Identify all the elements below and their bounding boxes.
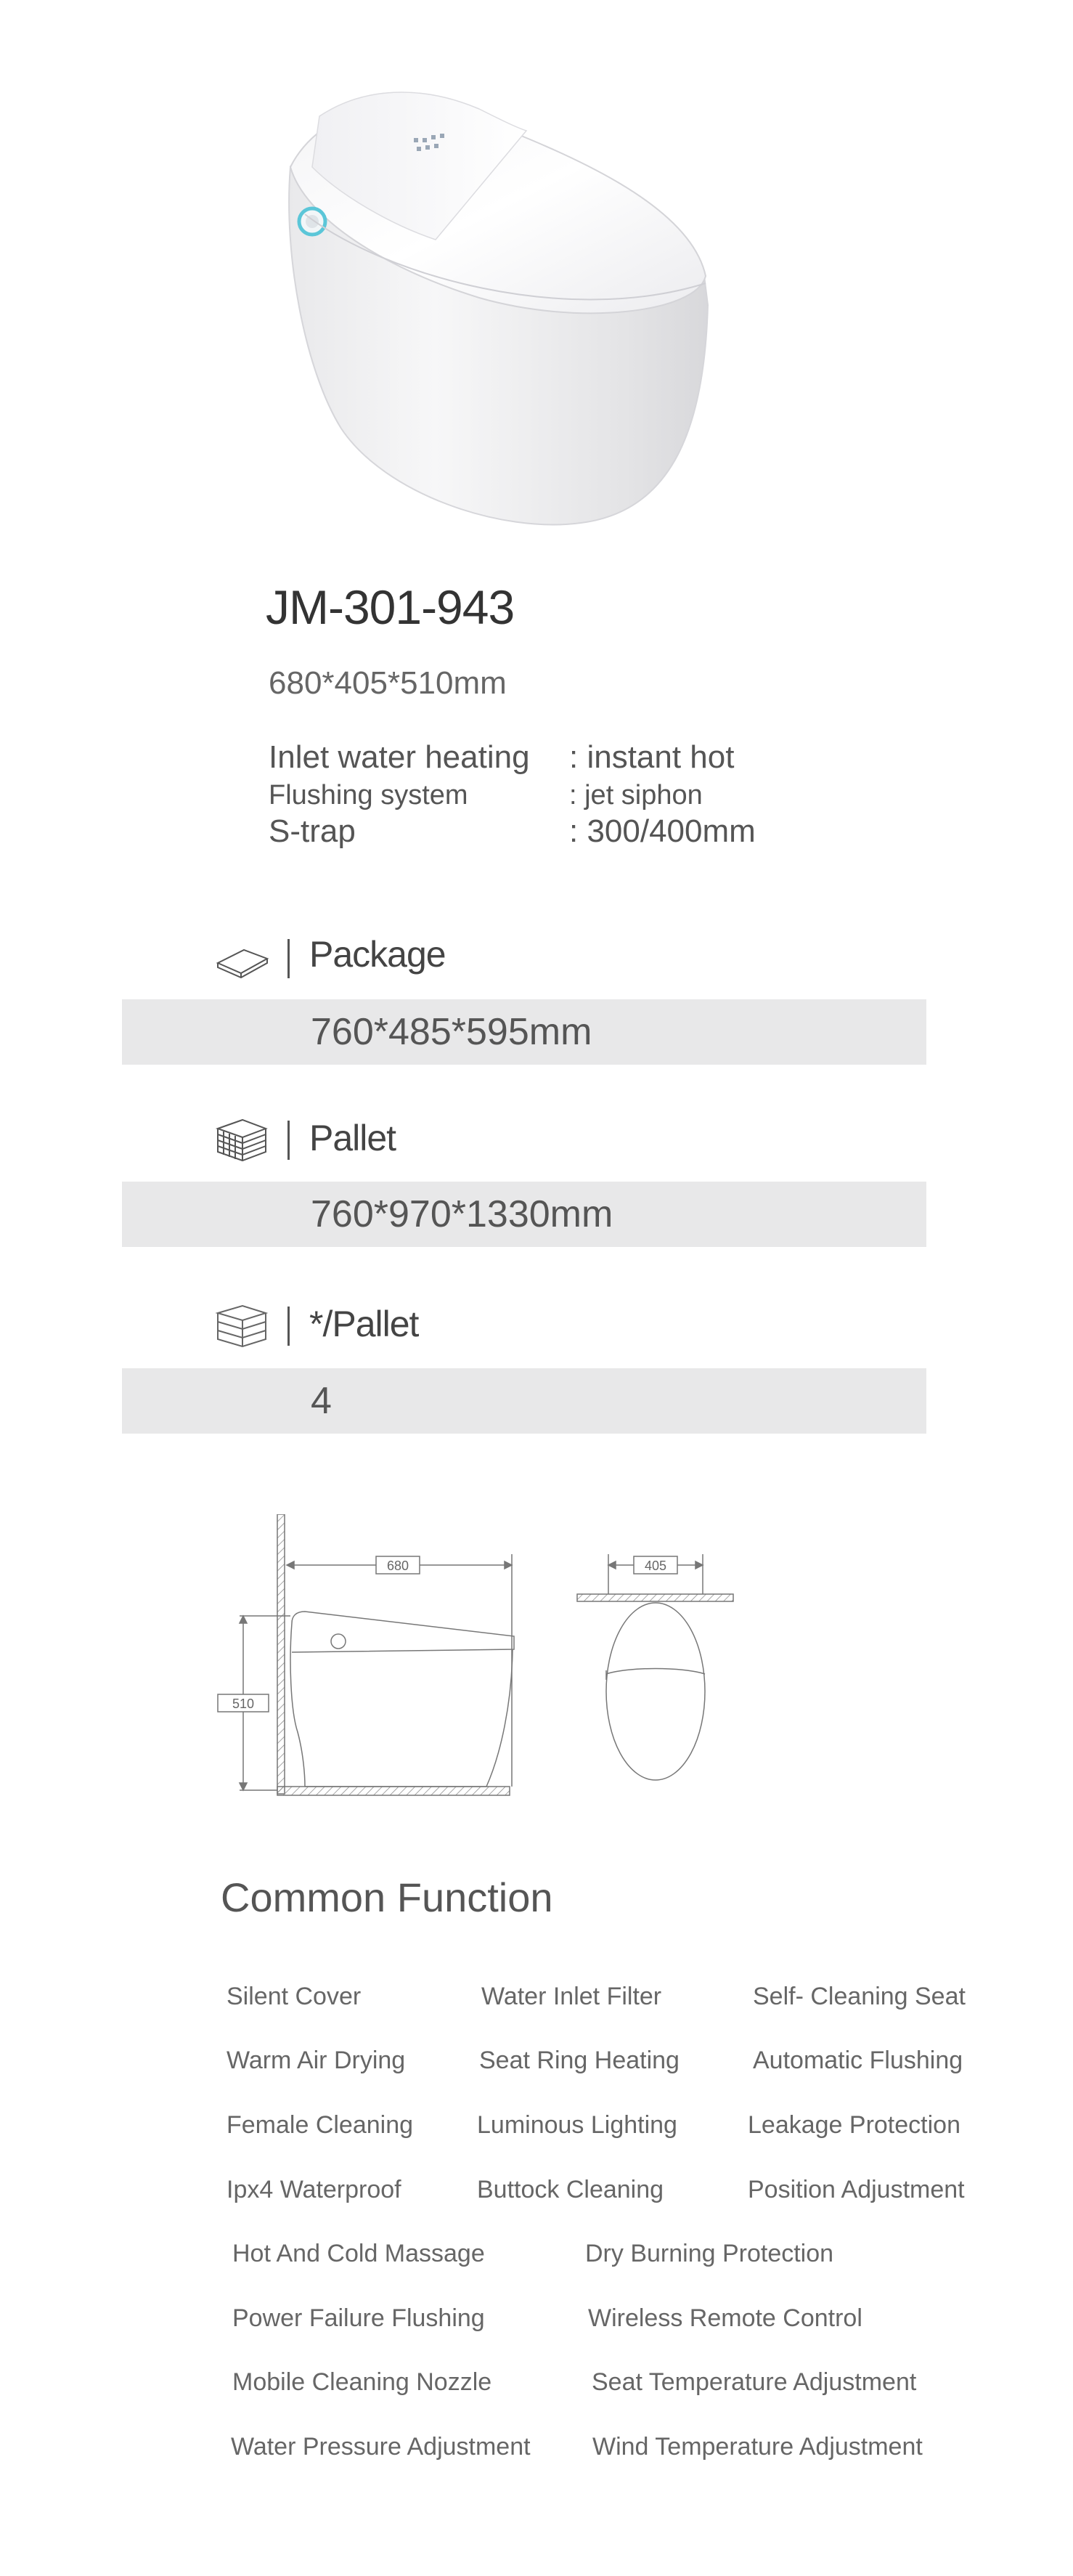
- function-item: Mobile Cleaning Nozzle: [232, 2368, 492, 2396]
- width-dimension-label: 680: [386, 1559, 409, 1573]
- per-pallet-bar: [122, 1368, 926, 1434]
- function-item: Hot And Cold Massage: [232, 2240, 485, 2267]
- function-item: Position Adjustment: [748, 2176, 965, 2203]
- function-item: Wind Temperature Adjustment: [592, 2433, 923, 2461]
- function-item: Power Failure Flushing: [232, 2304, 485, 2332]
- product-image: [261, 87, 726, 552]
- depth-dimension-label: 405: [644, 1559, 667, 1573]
- package-title: Package: [309, 934, 446, 975]
- spec-value: : 300/400mm: [569, 813, 756, 849]
- pallet-title: Pallet: [309, 1118, 396, 1158]
- pallet-value: 760*970*1330mm: [311, 1193, 613, 1235]
- functions-title: Common Function: [221, 1874, 553, 1920]
- function-item: Self- Cleaning Seat: [753, 1983, 966, 2010]
- package-bar: [122, 999, 926, 1065]
- function-item: Silent Cover: [227, 1983, 362, 2010]
- function-item: Ipx4 Waterproof: [227, 2176, 401, 2203]
- function-item: Luminous Lighting: [477, 2111, 677, 2139]
- function-item: Dry Burning Protection: [585, 2240, 834, 2267]
- function-item: Wireless Remote Control: [588, 2304, 862, 2332]
- function-item: Warm Air Drying: [227, 2047, 406, 2074]
- per-pallet-value: 4: [311, 1380, 332, 1422]
- function-item: Seat Ring Heating: [479, 2047, 680, 2074]
- box-icon: [215, 937, 270, 980]
- section-divider: [287, 1121, 290, 1160]
- pallet-bar: [122, 1182, 926, 1247]
- product-dimensions: 680*405*510mm: [269, 665, 507, 701]
- function-item: Water Pressure Adjustment: [231, 2433, 531, 2461]
- section-divider: [287, 939, 290, 978]
- function-item: Water Inlet Filter: [481, 1983, 662, 2010]
- function-item: Buttock Cleaning: [477, 2176, 664, 2203]
- function-item: Seat Temperature Adjustment: [592, 2368, 917, 2396]
- spec-label: Inlet water heating: [269, 739, 530, 775]
- model-number: JM-301-943: [266, 580, 515, 634]
- per-pallet-title: */Pallet: [309, 1304, 419, 1344]
- spec-value: : jet siphon: [569, 780, 703, 810]
- package-value: 760*485*595mm: [311, 1011, 592, 1053]
- spec-label: Flushing system: [269, 780, 468, 810]
- function-item: Automatic Flushing: [753, 2047, 963, 2074]
- function-item: Leakage Protection: [748, 2111, 960, 2139]
- height-dimension-label: 510: [232, 1697, 255, 1711]
- spec-label: S-trap: [269, 813, 356, 849]
- pallet-stack-icon: [215, 1118, 270, 1162]
- technical-drawing: [211, 1514, 755, 1805]
- boxes-stack-icon: [215, 1304, 270, 1348]
- section-divider: [287, 1307, 290, 1346]
- spec-value: : instant hot: [569, 739, 735, 775]
- function-item: Female Cleaning: [227, 2111, 414, 2139]
